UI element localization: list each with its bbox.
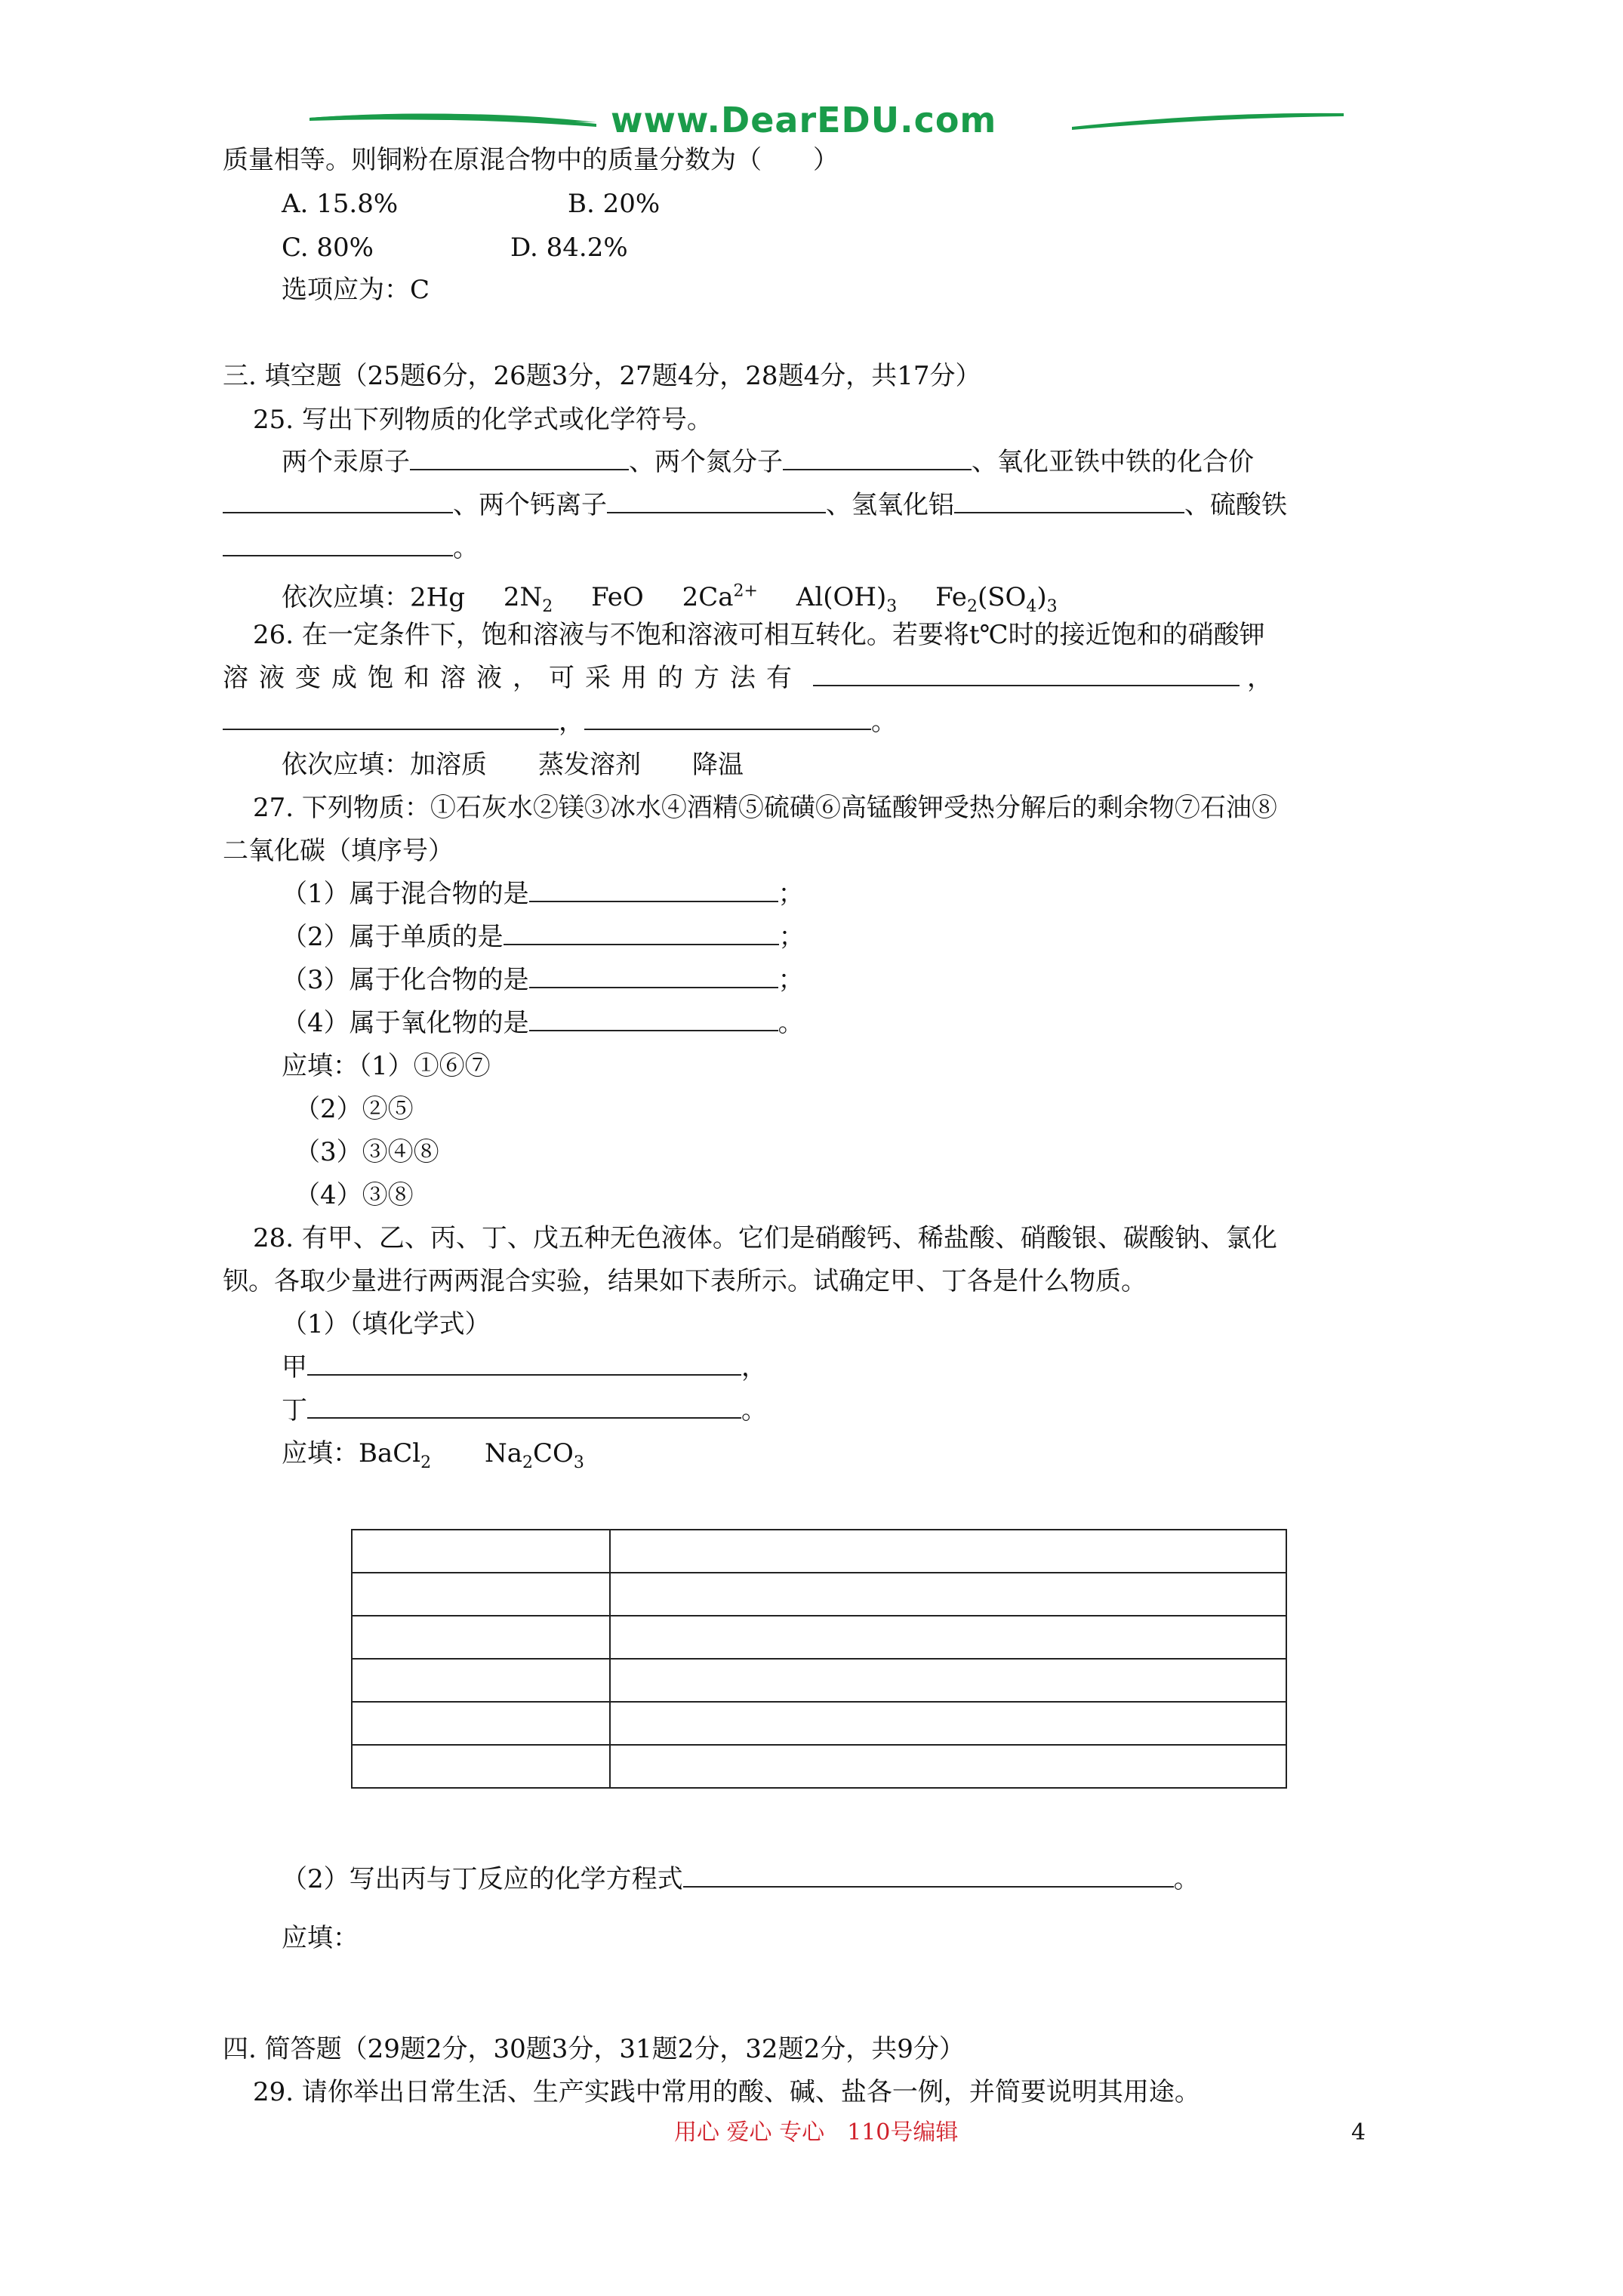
q28-jia xyxy=(282,1351,767,1384)
table-cell xyxy=(610,1573,1286,1616)
ans25-so: (SO xyxy=(977,582,1027,613)
q25-line-1 xyxy=(282,445,1254,479)
table-cell xyxy=(352,1573,610,1616)
ans25-2hg: 依次应填：2Hg xyxy=(282,582,466,613)
q25-text-e: 、氢氧化铝 xyxy=(826,490,954,520)
q27-blank-4[interactable] xyxy=(529,1007,778,1031)
q25-blank-1[interactable] xyxy=(410,446,629,470)
q25-text-b: 、两个氮分子 xyxy=(629,447,783,477)
q25-text-a: 两个汞原子 xyxy=(282,447,410,477)
header-banner xyxy=(310,97,1344,142)
ans28-bacl-sub: 2 xyxy=(420,1453,432,1472)
ans25-fe-base: Fe xyxy=(935,582,967,613)
q25-blank-2[interactable] xyxy=(783,446,972,470)
table-row xyxy=(352,1573,1286,1616)
mixing-results-table xyxy=(351,1529,1287,1789)
ans28-co-sub: 3 xyxy=(573,1453,584,1472)
ans25-fe2so43 xyxy=(935,582,1058,617)
answer-28-1 xyxy=(282,1437,584,1480)
ans25-al-base: Al(OH) xyxy=(796,582,887,613)
ans25-2ca xyxy=(682,582,758,612)
option-c: C. 80% xyxy=(282,233,374,263)
q25-blank-6[interactable] xyxy=(223,532,453,556)
question-26-line-3 xyxy=(223,705,897,738)
q27-blank-1[interactable] xyxy=(529,878,778,902)
table-cell xyxy=(610,1745,1286,1788)
table-cell xyxy=(352,1745,610,1788)
ans25-n-sub: 2 xyxy=(542,597,553,617)
q28-ding-label: 丁 xyxy=(282,1395,307,1425)
question-26-line-2 xyxy=(223,661,1283,695)
q25-text-c: 、氧化亚铁中铁的化合价 xyxy=(972,447,1254,477)
q27-item-4 xyxy=(282,1006,804,1040)
answer-26: 依次应填：加溶质 蒸发溶剂 降温 xyxy=(282,750,744,780)
table-row xyxy=(352,1702,1286,1745)
left-swoosh-band xyxy=(310,114,596,127)
q27-4-text: （4）属于氧化物的是 xyxy=(282,1008,529,1038)
ans25-so-sub: 4 xyxy=(1026,597,1037,617)
section-4-title: 四. 简答题（29题2分，30题3分，31题2分，32题2分，共9分） xyxy=(223,2034,965,2064)
ans25-ca-base: 2Ca xyxy=(682,582,734,613)
q28-ding-blank[interactable] xyxy=(307,1395,741,1419)
q25-text-d: 、两个钙离子 xyxy=(453,490,607,520)
q28-jia-label: 甲 xyxy=(282,1352,307,1382)
answer-28-2: 应填： xyxy=(282,1923,359,1953)
answer-27-2: （2）②⑤ xyxy=(294,1094,414,1124)
page-number: 4 xyxy=(1351,2119,1366,2146)
q27-1-semi: ； xyxy=(778,879,804,909)
question-29: 29. 请你举出日常生活、生产实践中常用的酸、碱、盐各一例，并简要说明其用途。 xyxy=(253,2077,1200,2107)
ans25-close: ) xyxy=(1036,582,1047,613)
question-26-line-1: 26. 在一定条件下，饱和溶液与不饱和溶液可相互转化。若要将t℃时的接近饱和的硝酸钾 xyxy=(253,620,1265,650)
answer-27-4: （4）③⑧ xyxy=(294,1180,414,1210)
ans25-2n2 xyxy=(503,582,553,617)
table-cell xyxy=(610,1702,1286,1745)
question-27-line-1: 27. 下列物质：①石灰水②镁③冰水④酒精⑤硫磺⑥高锰酸钾受热分解后的剩余物⑦石油⑧ xyxy=(253,793,1277,823)
q27-3-text: （3）属于化合物的是 xyxy=(282,965,529,995)
site-logo-text: www.DearEDU.com xyxy=(600,100,1007,140)
question-28-line-1: 28. 有甲、乙、丙、丁、戊五种无色液体。它们是硝酸钙、稀盐酸、硝酸银、碳酸钠、氯化 xyxy=(253,1223,1277,1253)
option-a: A. 15.8% xyxy=(282,189,399,219)
option-b: B. 20% xyxy=(568,189,661,219)
q28-2-period: 。 xyxy=(1173,1864,1200,1894)
ans25-fe-sub1: 2 xyxy=(966,597,978,617)
q26-blank-3[interactable] xyxy=(584,706,871,730)
q27-3-semi: ； xyxy=(778,965,804,995)
table-row xyxy=(352,1745,1286,1788)
q26-blank-2[interactable] xyxy=(223,706,559,730)
ans25-aloh3 xyxy=(796,582,898,617)
ans28-na-sub: 2 xyxy=(522,1453,533,1472)
q27-blank-2[interactable] xyxy=(504,921,779,945)
question-28-line-2: 钡。各取少量进行两两混合实验，结果如下表所示。试确定甲、丁各是什么物质。 xyxy=(223,1266,1147,1296)
table-cell xyxy=(352,1530,610,1573)
answer-25 xyxy=(282,575,1058,624)
q27-item-2 xyxy=(282,920,805,954)
q25-period: 。 xyxy=(453,533,479,563)
q27-2-semi: ； xyxy=(778,922,805,952)
q24-continuation: 质量相等。则铜粉在原混合物中的质量分数为（ ） xyxy=(223,145,839,175)
q28-ding-period: 。 xyxy=(741,1395,767,1425)
answer-27-3: （3）③④⑧ xyxy=(294,1137,439,1167)
table-cell xyxy=(352,1616,610,1659)
q28-sub-2 xyxy=(282,1863,1200,1896)
q28-jia-comma: ， xyxy=(741,1352,767,1382)
section-3-title: 三. 填空题（25题6分，26题3分，27题4分，28题4分，共17分） xyxy=(223,361,981,391)
q26-text: 溶液变成饱和溶液，可采用的方法有 xyxy=(223,663,802,693)
footer-credit: 用心 爱心 专心 110号编辑 xyxy=(674,2119,959,2146)
q28-ding xyxy=(282,1394,767,1427)
q27-1-text: （1）属于混合物的是 xyxy=(282,879,529,909)
q28-2-text: （2）写出丙与丁反应的化学方程式 xyxy=(282,1864,683,1894)
ans28-na: Na xyxy=(484,1438,522,1469)
question-25: 25. 写出下列物质的化学式或化学符号。 xyxy=(253,405,713,435)
q28-sub-1: （1）（填化学式） xyxy=(282,1309,491,1339)
q27-item-1 xyxy=(282,877,804,911)
q27-blank-3[interactable] xyxy=(529,964,778,988)
table-row xyxy=(352,1530,1286,1573)
q27-item-3 xyxy=(282,963,804,997)
q25-text-f: 、硫酸铁 xyxy=(1184,490,1287,520)
ans25-fe-sub2: 3 xyxy=(1046,597,1058,617)
q27-4-period: 。 xyxy=(778,1008,804,1038)
ans25-n-base: 2N xyxy=(503,582,543,613)
q25-blank-5[interactable] xyxy=(954,489,1184,513)
q27-2-text: （2）属于单质的是 xyxy=(282,922,504,952)
q26-blank-1[interactable] xyxy=(813,662,1240,686)
table-row xyxy=(352,1616,1286,1659)
ans25-al-sub: 3 xyxy=(886,597,898,617)
table-cell xyxy=(352,1702,610,1745)
q26-period: 。 xyxy=(871,707,897,737)
answer-27-1: 应填：（1）①⑥⑦ xyxy=(282,1051,491,1081)
q28-equation-blank[interactable] xyxy=(683,1863,1174,1888)
ans28-co: CO xyxy=(533,1438,574,1469)
table-row xyxy=(352,1659,1286,1702)
right-swoosh-band xyxy=(1072,113,1344,130)
ans28-na2co3 xyxy=(484,1438,584,1472)
table-cell xyxy=(610,1530,1286,1573)
ans25-feo: FeO xyxy=(591,582,644,613)
answer-24: 选项应为：C xyxy=(282,275,430,305)
q28-jia-blank[interactable] xyxy=(307,1351,741,1376)
q26-comma-1: ， xyxy=(1247,663,1283,693)
question-27-line-2: 二氧化碳（填序号） xyxy=(223,836,454,866)
table-cell xyxy=(610,1659,1286,1702)
option-d: D. 84.2% xyxy=(510,233,628,263)
q25-line-3 xyxy=(223,532,479,565)
q26-comma-2: ， xyxy=(559,707,584,737)
q25-blank-3[interactable] xyxy=(223,489,453,513)
ans28-bacl: 应填：BaCl xyxy=(282,1438,421,1469)
table-cell xyxy=(352,1659,610,1702)
q25-line-2 xyxy=(223,488,1287,522)
ans25-ca-sup: 2+ xyxy=(733,582,758,601)
table-cell xyxy=(610,1616,1286,1659)
q25-blank-4[interactable] xyxy=(607,489,826,513)
